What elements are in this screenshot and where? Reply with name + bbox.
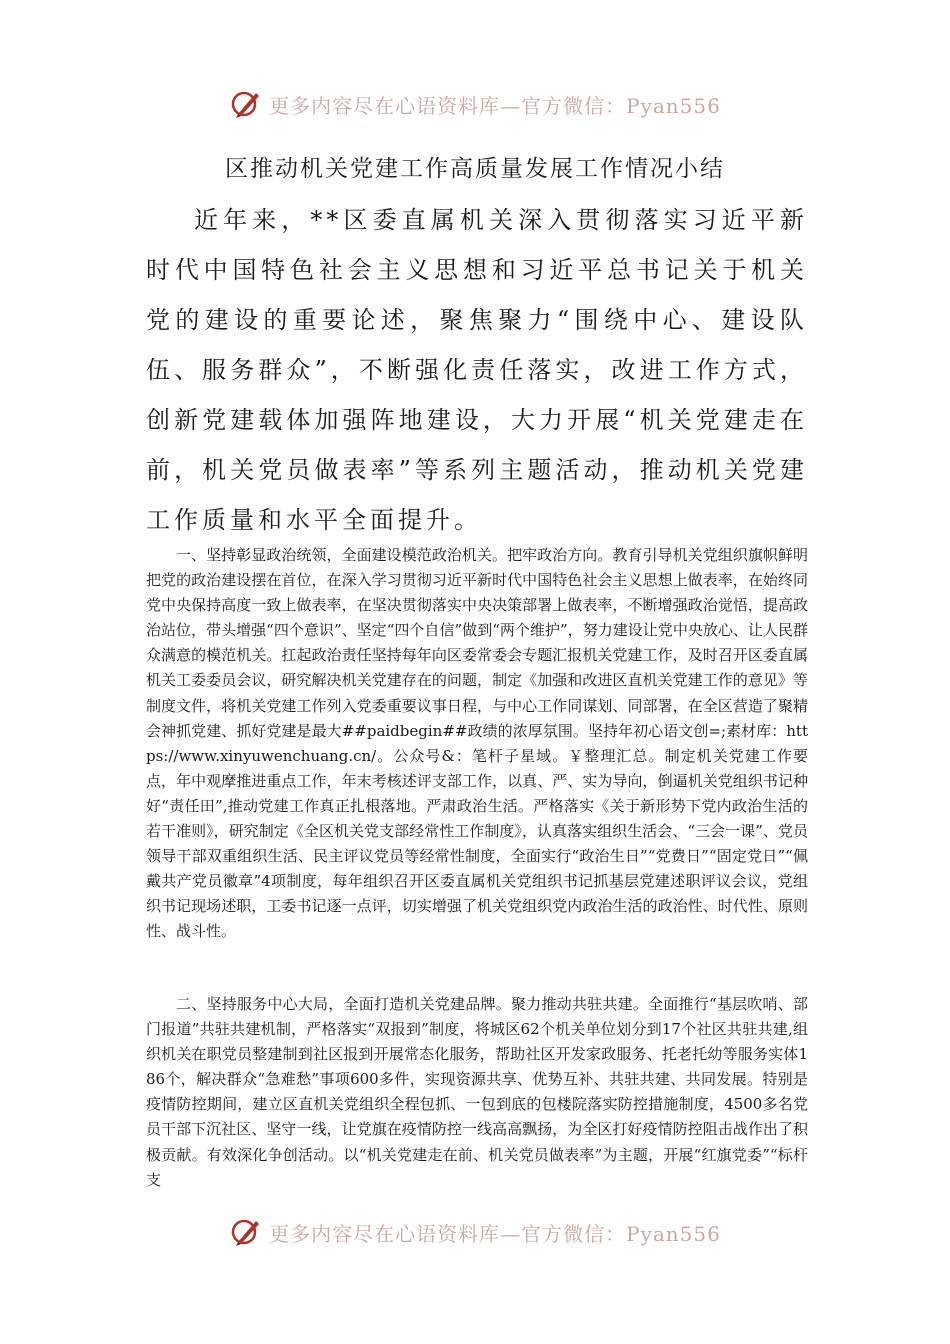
watermark-text: 更多内容尽在心语资料库—官方微信：Pyan556 <box>269 1221 721 1246</box>
intro-paragraph: 近年来，**区委直属机关深入贯彻落实习近平新时代中国特色社会主义思想和习近平总书记关于机关党的建设的重要论述，聚焦聚力“围绕中心、建设队伍、服务群众”，不断强化责任落实，改进工作方式，创新党建载体加强阵地建设，大力开展“机关党建走在前，机关党员做表率”等系列主题活动，推动机关党建工作质量和水平全面提升。 <box>146 206 808 534</box>
watermark-banner-top <box>0 84 950 124</box>
pen-logo-icon <box>229 1215 263 1249</box>
body-paragraph-2: 二、坚持服务中心大局，全面打造机关党建品牌。聚力推动共驻共建。全面推行“基层吹哨、部门报道”共驻共建机制，严格落实“双报到”制度，将城区62个机关单位划分到17个社区共驻共建,组织机关在职党员整建制到社区报到开展常态化服务，帮助社区开发家政服务、托老托幼等服务实体186个，解决群众“急难愁”事项600多件，实现资源共享、优势互补、共驻共建、共同发展。特别是疫情防控期间，建立区直机关党组织全程包抓、一包到底的包楼院落实防控措施制度，4500多名党员干部下沉社区、坚守一线，让党旗在疫情防控一线高高飘扬，为全区打好疫情防控阻击战作出了积极贡献。有效深化争创活动。以“机关党建走在前、机关党员做表率”为主题，开展“红旗党委”“标杆支 <box>146 995 808 1189</box>
pen-logo-icon <box>229 87 263 121</box>
document-title: 区推动机关党建工作高质量发展工作情况小结 <box>225 156 725 182</box>
watermark-text: 更多内容尽在心语资料库—官方微信：Pyan556 <box>269 93 721 118</box>
body-paragraph-1: 一、坚持彰显政治统领，全面建设模范政治机关。把牢政治方向。教育引导机关党组织旗帜鲜明把党的政治建设摆在首位，在深入学习贯彻习近平新时代中国特色社会主义思想上做表率，在始终同党中央保持高度一致上做表率，在坚决贯彻落实中央决策部署上做表率，不断增强政治觉悟，提高政治站位，带头增强“四个意识”、坚定“四个自信”做到“两个维护”，努力建设让党中央放心、让人民群众满意的模范机关。扛起政治责任坚持每年向区委常委会专题汇报机关党建工作，及时召开区委直属机关工委委员会议，研究解决机关党建存在的问题，制定《加强和改进区直机关党建工作的意见》等制度文件，将机关党建工作列入党委重要议事日程，与中心工作同谋划、同部署，在全区营造了聚精会神抓党建、抓好党建是最大##paidbegin##政绩的浓厚氛围。坚持年初心语文创=;素材库：https://www.xinyuwenchuang.cn/。公众号&：笔杆子星域。￥整理汇总。制定机关党建工作要点，年中观摩推进重点工作，年末考核述评支部工作，以真、严、实为导向，倒逼机关党组织书记种好“责任田”,推动党建工作真正扎根落地。严肃政治生活。严格落实《关于新形势下党内政治生活的若干准则》，研究制定《全区机关党支部经常性工作制度》，认真落实组织生活会、“三会一课”、党员领导干部双重组织生活、民主评议党员等经常性制度，全面实行“政治生日”“党费日”“固定党日”“佩戴共产党员徽章”4项制度，每年组织召开区委直属机关党组织书记抓基层党建述职评议会议，党组织书记现场述职，工委书记逐一点评，切实增强了机关党组织党内政治生活的政治性、时代性、原则性、战斗性。 <box>146 546 808 941</box>
watermark-banner-bottom <box>0 1212 950 1252</box>
